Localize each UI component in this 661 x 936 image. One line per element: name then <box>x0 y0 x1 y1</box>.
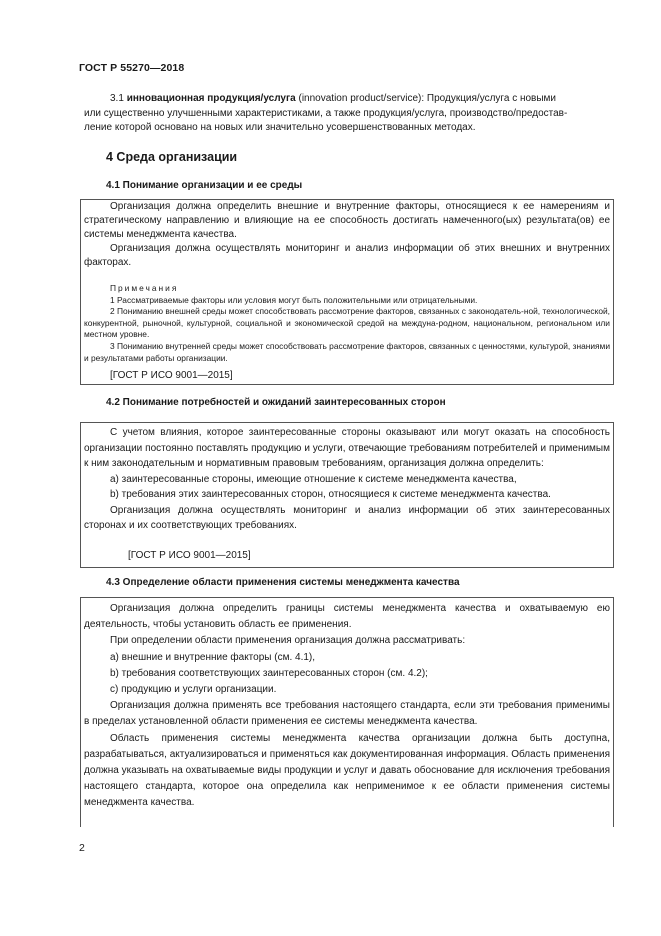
note-item: 3 Пониманию внутренней среды может способствовать рассмотрение факторов, связанных с ценностями, культурой, знаниями и результатами работы организации. <box>84 340 610 363</box>
list-item: b) требования этих заинтересованных сторон, относящиеся к системе менеджмента качества. <box>110 489 551 500</box>
document-header: ГОСТ Р 55270—2018 <box>79 62 185 74</box>
subsection-4-3-body <box>84 601 610 812</box>
subsection-4-2-body <box>84 425 610 534</box>
paragraph: Организация должна определить границы системы менеджмента качества и охватываемую ею деятельность, чтобы установить область ее применения. <box>84 603 610 631</box>
paragraph: Организация должна определить внешние и внутренние факторы, относящиеся к ее намерениям и стратегическому направлению и влияющие на ее способность достигать намеченного(ых) результата(ов) ее системы менеджмента качества. <box>84 201 610 240</box>
definition-text-line1: (innovation product/service): Продукция/услуга с новыми <box>295 93 557 104</box>
list-item: b) требования соответствующих заинтересованных сторон (см. 4.2); <box>110 667 428 679</box>
paragraph: Организация должна осуществлять мониторинг и анализ информации об этих внешних и внутренних факторах. <box>84 243 610 268</box>
paragraph: С учетом влияния, которое заинтересованные стороны оказывают или могут оказать на способность организации постоянно поставлять продукцию и услуги, отвечающие требованиям потребителей и применимым к ним законодательным и нормативным правовым требованиям, организация должна определить: <box>84 427 610 469</box>
paragraph: Область применения системы менеджмента качества организации должна быть доступна, разрабатываться, актуализироваться и применяться как документированная информация. Область применения должна указывать на охватываемые виды продукции и услуг и давать обоснование для исключения требования настоящего стандарта, которое она определила как неприменимое к ее области применения системы менеджмента качества. <box>84 732 610 809</box>
source-reference: [ГОСТ Р ИСО 9001—2015] <box>128 550 251 561</box>
list-item: с) продукцию и услуги организации. <box>110 684 277 696</box>
subsection-4-1-body <box>84 200 610 270</box>
notes-heading: Примечания <box>110 283 179 293</box>
definition-term: инновационная продукция/услуга <box>126 93 296 104</box>
definition-text-line3: ление которой основано на новых или значительно усовершенствованных методах. <box>84 122 476 133</box>
list-item: а) внешние и внутренние факторы (см. 4.1), <box>110 651 316 663</box>
subsection-4-3-title: 4.3 Определение области применения системы менеджмента качества <box>106 577 460 588</box>
subsection-4-2-title: 4.2 Понимание потребностей и ожиданий заинтересованных сторон <box>106 397 446 408</box>
definition-number: 3.1 <box>110 93 124 104</box>
page-number: 2 <box>79 842 85 854</box>
note-item: 1 Рассматриваемые факторы или условия могут быть положительными или отрицательными. <box>110 294 478 305</box>
section-4-title: 4 Среда организации <box>106 150 238 164</box>
subsection-4-1-title: 4.1 Понимание организации и ее среды <box>106 180 303 191</box>
paragraph: Организация должна применять все требования настоящего стандарта, если эти требования применимы в пределах установленной области применения ее системы менеджмента качества. <box>84 700 610 728</box>
note-item: 2 Пониманию внешней среды может способствовать рассмотрение факторов, связанных с законодатель-ной, технологической, конкурентной, рыночной, культурной, социальной и экономической средой на междуна-родном, национальном, региональном или местном уровне. <box>84 306 610 340</box>
list-item: а) заинтересованные стороны, имеющие отношение к системе менеджмента качества, <box>110 473 517 485</box>
definition-text-line2: или существенно улучшенными характеристиками, а также продукция/услуга, производство/предостав- <box>84 107 568 119</box>
notes-block <box>84 283 610 364</box>
source-reference: [ГОСТ Р ИСО 9001—2015] <box>110 370 233 381</box>
definition-3-1 <box>84 92 614 136</box>
paragraph: При определении области применения организация должна рассматривать: <box>110 635 466 647</box>
paragraph: Организация должна осуществлять мониторинг и анализ информации об этих заинтересованных сторонах и их соответствующих требованиях. <box>84 504 610 531</box>
